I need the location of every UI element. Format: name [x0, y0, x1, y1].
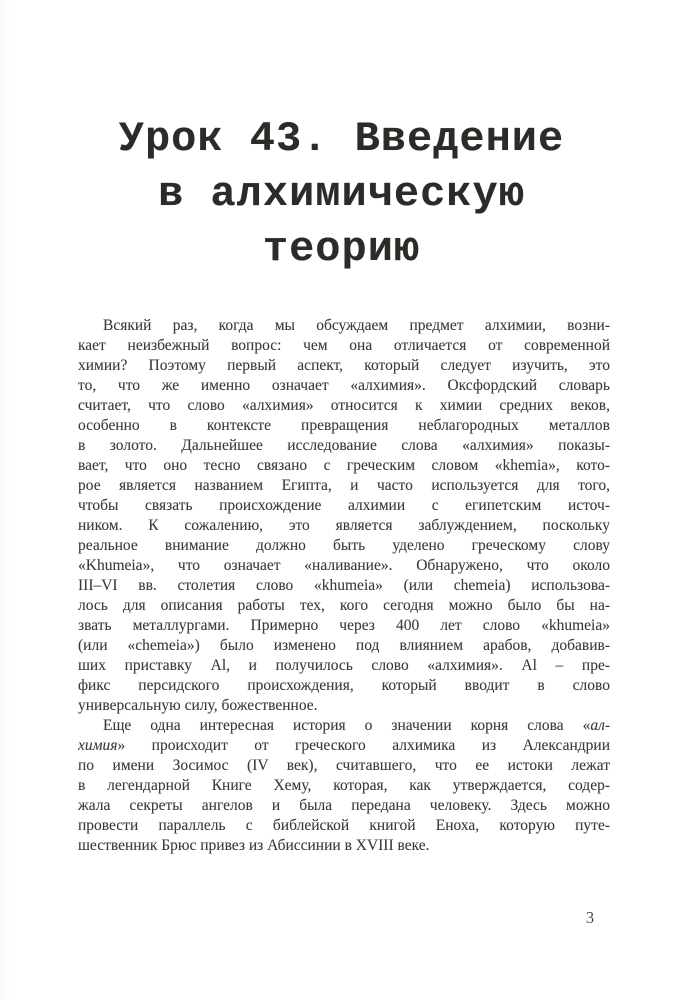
text-line: по имени Зосимос (IV век), считавшего, что ее истоки лежат [78, 757, 610, 774]
text-line: в золото. Дальнейшее исследование слова «алхимия» показы- [78, 437, 610, 454]
text-line: вает, что оно тесно связано с греческим словом «khemia», кото- [78, 457, 610, 474]
text-line: шественник Брюс привез из Абиссинии в XVIII веке. [78, 837, 430, 854]
text-line: фикс персидского происхождения, который вводит в слово [78, 677, 610, 694]
chapter-title-line: теорию [262, 225, 421, 273]
chapter-title [0, 112, 683, 277]
text-line: в легендарной Книге Хему, которая, как утверждается, содер- [78, 777, 610, 794]
text-line: кает неизбежный вопрос: чем она отличается от современной [78, 337, 610, 354]
body-text [78, 316, 610, 856]
text-line: универсальную силу, божественное. [78, 697, 318, 714]
text-line: (или «chemeia») было изменено под влиянием арабов, добавив- [78, 637, 610, 654]
text-line: ником. К сожалению, это является заблуждением, поскольку [78, 517, 610, 534]
text-line: особенно в контексте превращения неблагородных металлов [78, 417, 610, 434]
text-line: реальное внимание должно быть уделено греческому слову [78, 537, 610, 554]
paragraph [78, 316, 610, 716]
text-line: Всякий раз, когда мы обсуждаем предмет алхимии, возни- [103, 317, 610, 334]
text-line: то, что же именно означает «алхимия». Оксфордский словарь [78, 377, 610, 394]
text-line: III–VI вв. столетия слово «khumeia» (или chemeia) использова- [78, 577, 610, 594]
text-line: считает, что слово «алхимия» относится к химии средних веков, [78, 397, 610, 414]
text-line: Еще одна интересная история о значении корня слова «ал- [103, 717, 610, 734]
text-line: химия» происходит от греческого алхимика из Александрии [78, 737, 610, 754]
chapter-title-line: в алхимическую [158, 170, 525, 218]
text-line: лось для описания работы тех, кого сегодня можно было бы на- [78, 597, 610, 614]
text-line: жала секреты ангелов и была передана человеку. Здесь можно [78, 797, 610, 814]
text-line: «Khumeia», что означает «наливание». Обнаружено, что около [78, 557, 610, 574]
text-line: рое является названием Египта, и часто используется для того, [78, 477, 610, 494]
paragraph [78, 716, 610, 856]
text-line: химии? Поэтому первый аспект, который следует изучить, это [78, 357, 610, 374]
page-number: 3 [585, 908, 595, 927]
text-line: провести параллель с библейской книгой Еноха, которую путе- [78, 817, 610, 834]
text-line: чтобы связать происхождение алхимии с египетским источ- [78, 497, 610, 514]
text-line: ших приставку Al, и получилось слово «алхимия». Al – пре- [78, 657, 610, 674]
text-line: звать металлургами. Примерно через 400 лет слово «khumeia» [78, 617, 610, 634]
chapter-title-line: Урок 43. Введение [118, 115, 565, 163]
